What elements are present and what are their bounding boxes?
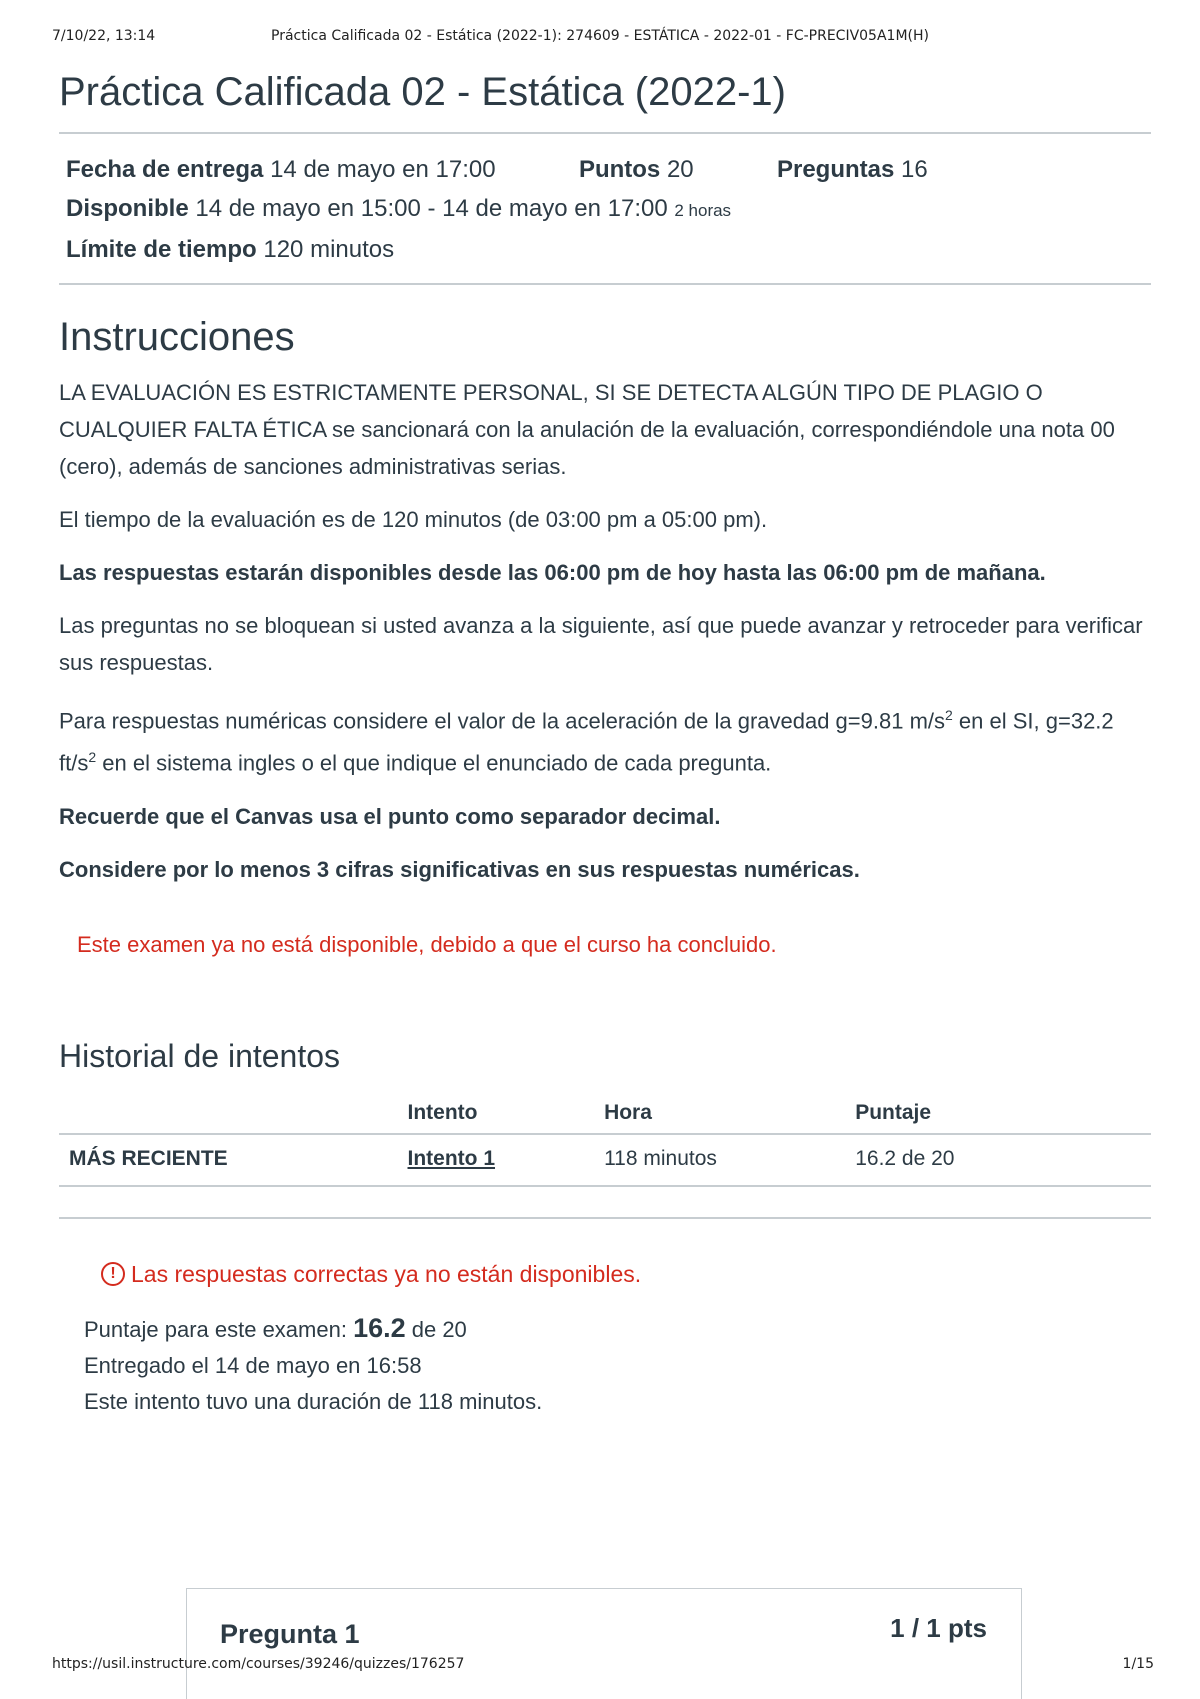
column-header: Hora: [594, 1091, 845, 1134]
question-title: Pregunta 1: [220, 1619, 360, 1649]
divider: [59, 1217, 1151, 1219]
table-row: [59, 1134, 1151, 1186]
instruction-paragraph: El tiempo de la evaluación es de 120 minutos (de 03:00 pm a 05:00 pm).: [59, 507, 768, 532]
column-header: Intento: [398, 1091, 595, 1134]
points-label: Puntos: [578, 156, 661, 183]
questions-value: 16: [901, 156, 928, 183]
points-value: 20: [666, 156, 694, 183]
print-datetime: 7/10/22, 13:14: [52, 28, 156, 44]
quiz-details: [59, 134, 1151, 283]
due-label: Fecha de entrega: [66, 156, 264, 183]
print-header: [0, 28, 1200, 48]
instructions-heading: Instrucciones: [59, 315, 295, 359]
question-points: 1 / 1 pts: [890, 1613, 987, 1643]
instruction-paragraph: Las respuestas estarán disponibles desde las 06:00 pm de hoy hasta las 06:00 pm de mañana.: [59, 560, 1046, 585]
due-value: 14 de mayo en 17:00: [270, 156, 496, 183]
time-limit-value: 120 minutos: [263, 236, 395, 263]
attempt-cell: [398, 1134, 595, 1186]
score-line: [84, 1310, 1151, 1348]
time-limit-label: Límite de tiempo: [66, 236, 257, 263]
divider: [59, 283, 1151, 285]
question-card: [186, 1588, 1022, 1699]
warning-icon: !: [101, 1262, 125, 1286]
score-value: 16.2: [353, 1312, 406, 1343]
instruction-paragraph: Las preguntas no se bloquean si usted avanza a la siguiente, así que puede avanzar y retroceder para verificar sus respuestas.: [59, 613, 1143, 675]
print-footer: [0, 1656, 1200, 1676]
instruction-text: Para respuestas numéricas considere el valor de la aceleración de la gravedad g=9.81 m/s: [59, 708, 946, 734]
instruction-paragraph: Recuerde que el Canvas usa el punto como separador decimal.: [59, 803, 721, 829]
score-prefix: Puntaje para este examen:: [84, 1316, 354, 1342]
attempts-table: [59, 1091, 1151, 1187]
history-heading: Historial de intentos: [59, 1037, 341, 1074]
score-suffix: de 20: [405, 1316, 467, 1342]
latest-label: MÁS RECIENTE: [59, 1134, 398, 1186]
quiz-title: Práctica Calificada 02 - Estática (2022-1): [59, 70, 786, 114]
print-url: https://usil.instructure.com/courses/39246/quizzes/176257: [52, 1656, 465, 1672]
duration-line: Este intento tuvo una duración de 118 minutos.: [84, 1388, 543, 1414]
superscript: 2: [945, 707, 953, 723]
warning-text: Las respuestas correctas ya no están disponibles.: [131, 1260, 642, 1287]
instruction-paragraph: LA EVALUACIÓN ES ESTRICTAMENTE PERSONAL, SI SE DETECTA ALGÚN TIPO DE PLAGIO O CUALQUIER FALTA ÉTICA se sancionará con la anulación de la evaluación, correspondiéndole una nota 00 (cero), además de sanciones administrativas serias.: [59, 380, 1115, 479]
superscript: 2: [88, 749, 97, 766]
column-header: Puntaje: [845, 1091, 1151, 1134]
print-page-number: 1/15: [1122, 1656, 1154, 1672]
available-note: 2 horas: [674, 201, 732, 220]
score-summary: [84, 1310, 1151, 1420]
instruction-text: en el sistema ingles o el que indique el enunciado de cada pregunta.: [96, 750, 772, 776]
column-header: [59, 1091, 398, 1134]
score-cell: 16.2 de 20: [845, 1134, 1151, 1186]
instruction-paragraph: Considere por lo menos 3 cifras significativas en sus respuestas numéricas.: [59, 856, 860, 882]
submitted-line: Entregado el 14 de mayo en 16:58: [84, 1352, 422, 1378]
instruction-text: en el SI, g=32.2 ft/s: [59, 708, 1114, 776]
unavailable-notice: Este examen ya no está disponible, debido a que el curso ha concluido.: [77, 931, 777, 957]
answers-unavailable-warning: [101, 1261, 1151, 1288]
quiz-content: [59, 62, 1151, 1420]
available-label: Disponible: [66, 195, 189, 222]
print-page-title: Práctica Calificada 02 - Estática (2022-1): 274609 - ESTÁTICA - 2022-01 - FC-PRECIV05A1M(H): [271, 28, 929, 44]
time-cell: 118 minutos: [594, 1134, 845, 1186]
instruction-paragraph: [59, 697, 1151, 782]
attempt-link[interactable]: Intento 1: [407, 1146, 496, 1170]
available-value: 14 de mayo en 15:00 - 14 de mayo en 17:00: [195, 195, 668, 222]
questions-label: Preguntas: [776, 156, 895, 183]
instructions-body: [59, 374, 1151, 888]
